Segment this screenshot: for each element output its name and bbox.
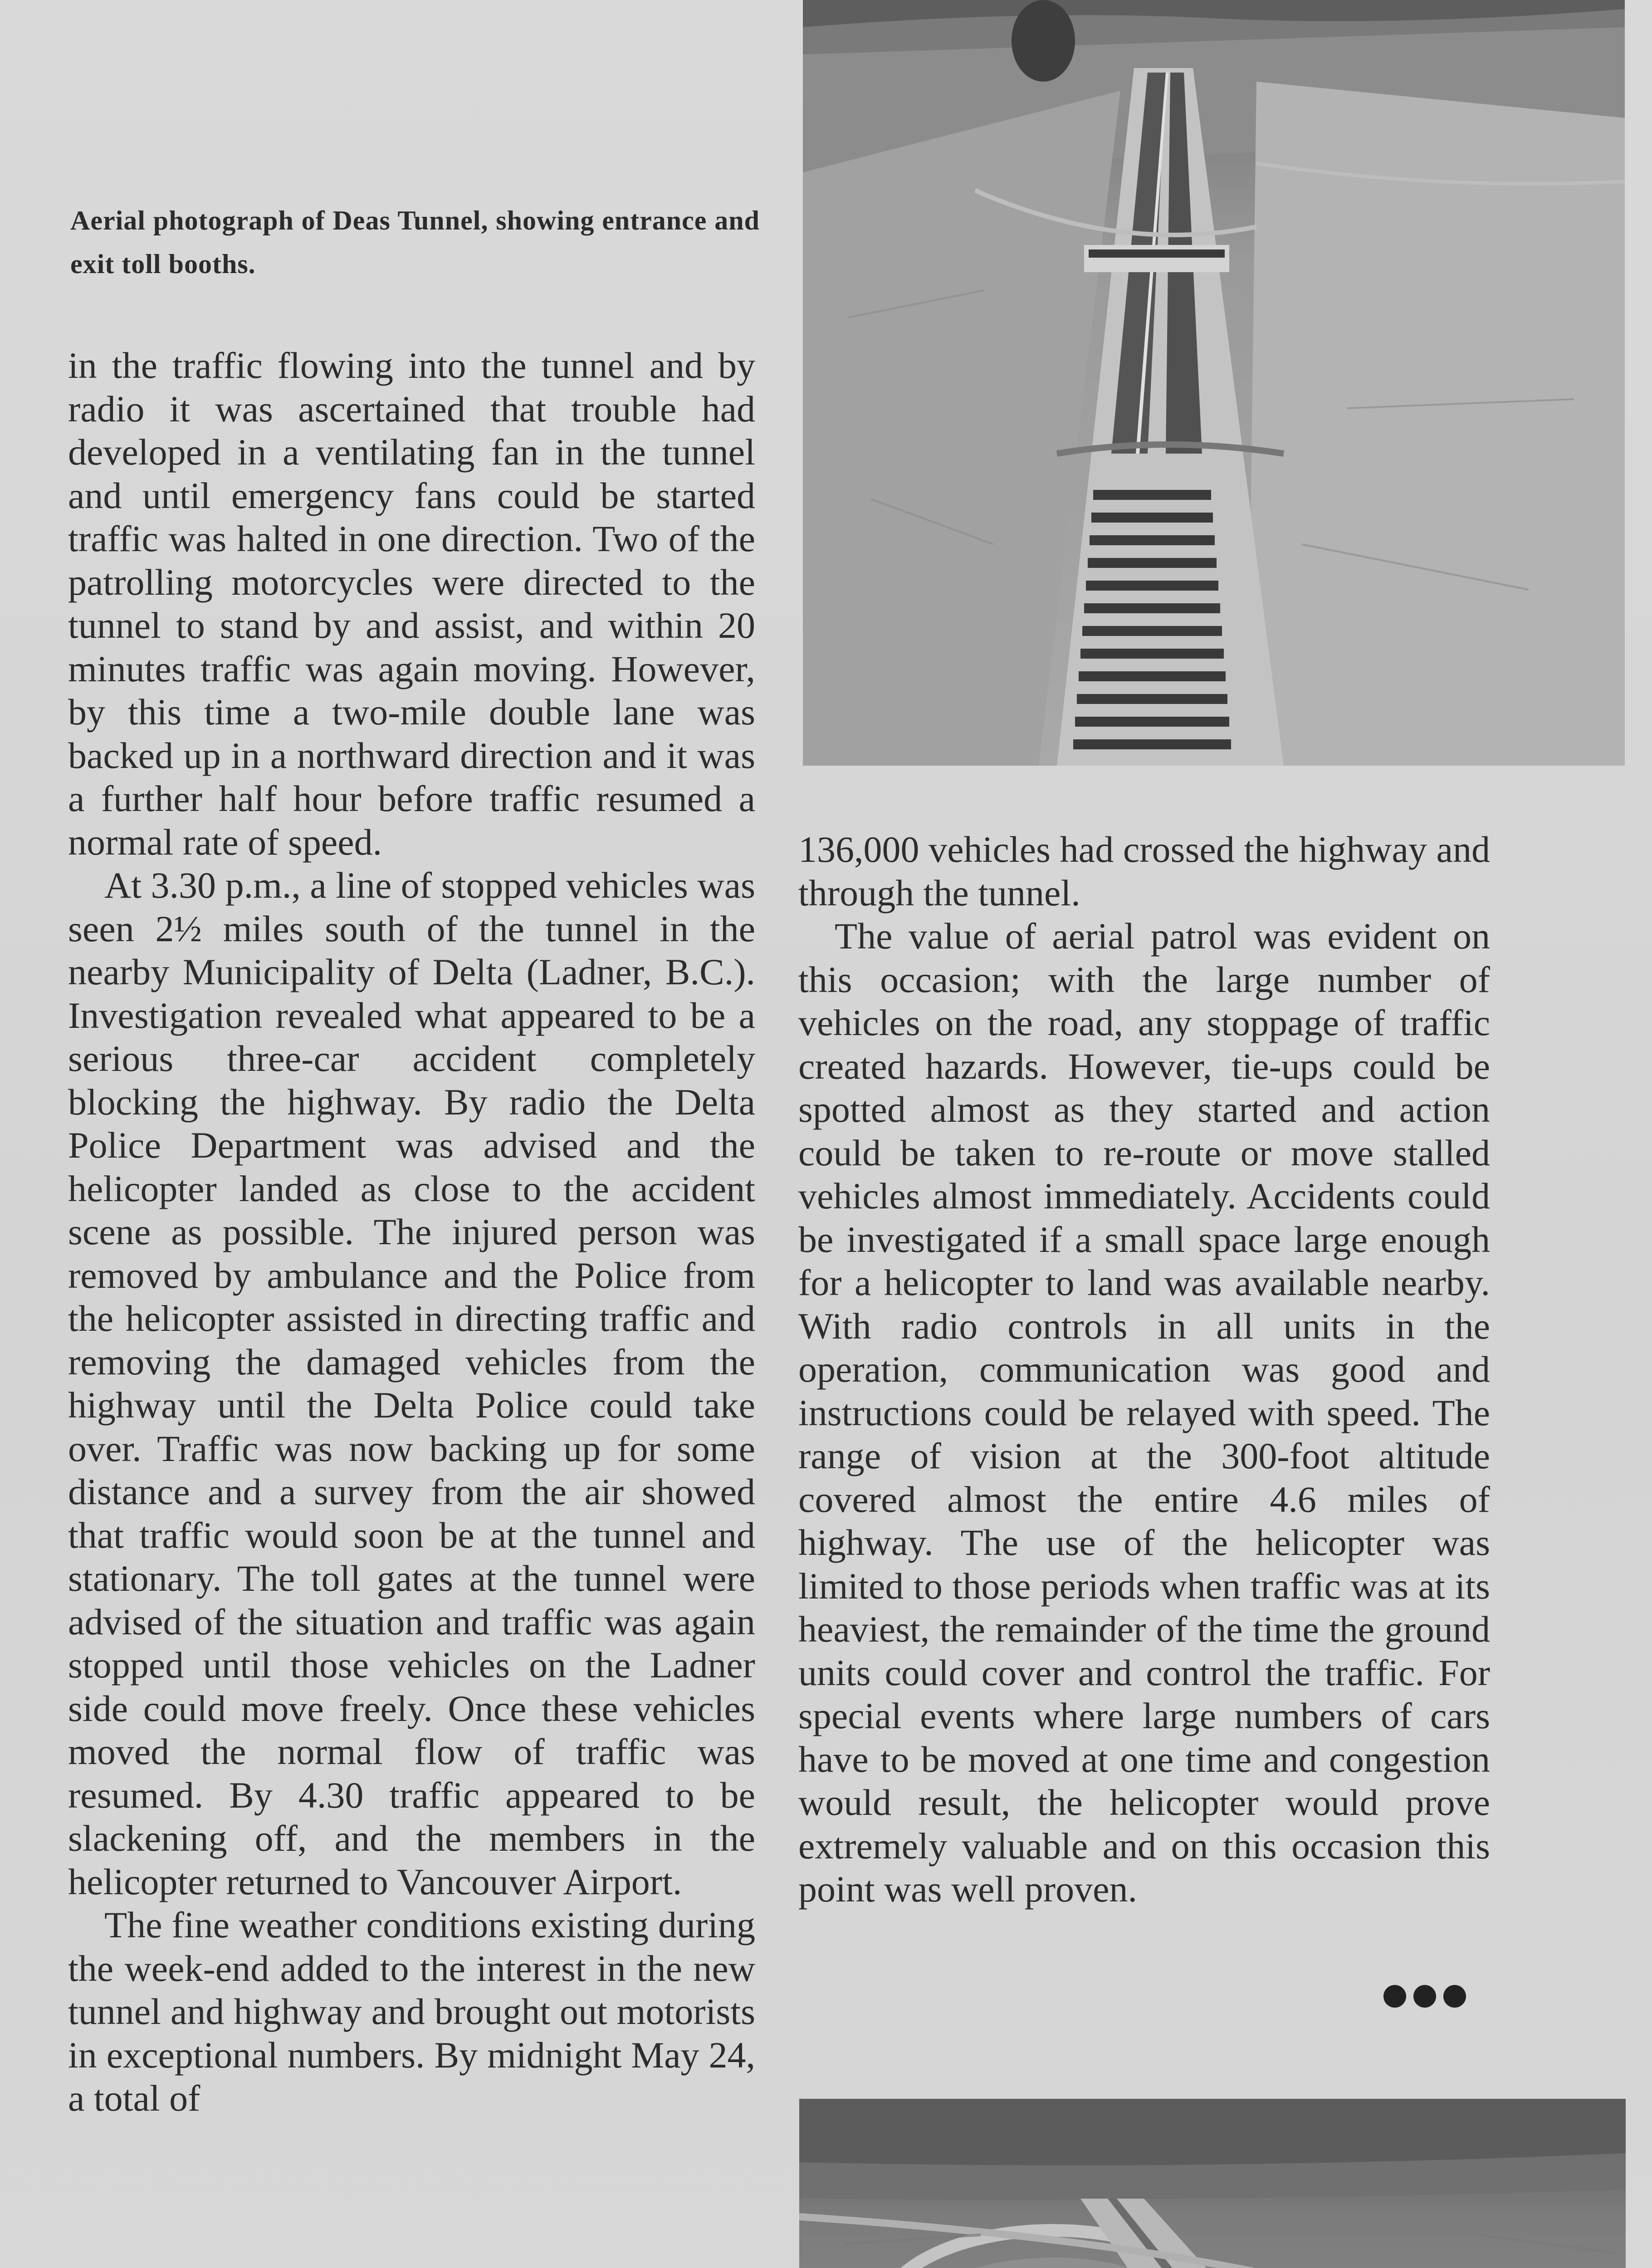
left-paragraph-2: At 3.30 p.m., a line of stopped vehicles was seen 2½ miles south of the tunnel in the nearby Municipality of Delta (Ladner, B.C.). Investigation revealed what appeared to be a serious three-car accident completely blocking the highway. By radio the Delta Police Department was advised and the helicopter landed as close to the accident scene as possible. The injured person was removed by ambulance and the Police from the helicopter assisted in directing traffic and removing the damaged vehicles from the highway until the Delta Police could take over. Traffic was now backing up for some distance and a survey from the air showed that traffic would soon be at the tunnel and stationary. The toll gates at the tunnel were advised of the situation and traffic was again stopped until those vehicles on the Ladner side could move freely. Once these vehicles moved the normal flow of traffic was resumed. By 4.30 traffic appeared to be slackening off, and the members in the helicopter returned to Vancouver Airport.: [68, 865, 755, 1902]
right-paragraph-1: 136,000 vehicles had crossed the highway and through the tunnel.: [798, 829, 1490, 914]
left-text-column: [68, 344, 755, 2120]
end-dot: [1443, 1985, 1466, 2008]
deas-tunnel-aerial-photo: [803, 0, 1625, 766]
end-dot: [1413, 1985, 1436, 2008]
right-text-column: [798, 828, 1490, 1911]
left-paragraph-3: The fine weather conditions existing during the week-end added to the interest in the new tunnel and highway and brought out motorists in exceptional numbers. By midnight May 24, a total of: [68, 1904, 755, 2119]
right-paragraph-2: The value of aerial patrol was evident on this occasion; with the large number of vehicles on the road, any stoppage of traffic created hazards. However, tie-ups could be spotted almost as they started and action could be taken to re-route or move stalled vehicles almost immediately. Accidents could be investigated if a small space large enough for a helicopter to land was available nearby. With radio controls in all units in the operation, communication was good and instructions could be relayed with speed. The range of vision at the 300-foot altitude covered almost the entire 4.6 miles of highway. The use of the helicopter was limited to those periods when traffic was at its heaviest, the remainder of the time the ground units could cover and control the traffic. For special events where large numbers of cars have to be moved at one time and congestion would result, the helicopter would prove extremely valuable and on this occasion this point was well proven.: [798, 915, 1490, 1910]
top-photo-caption: Aerial photograph of Deas Tunnel, showing entrance and exit toll booths.: [70, 205, 760, 279]
end-dot: [1383, 1985, 1406, 2008]
left-paragraph-1: in the traffic flowing into the tunnel and by radio it was ascertained that trouble had developed in a ventilating fan in the tunnel and until emergency fans could be started traffic was halted in one direction. Two of the patrolling motorcycles were directed to the tunnel to stand by and assist, and within 20 minutes traffic was again moving. However, by this time a two-mile double lane was backed up in a northward direction and it was a further half hour before traffic resumed a normal rate of speed.: [68, 345, 755, 863]
interchange-aerial-photo: [799, 2099, 1626, 2268]
end-of-article-mark: [1383, 1985, 1466, 2008]
